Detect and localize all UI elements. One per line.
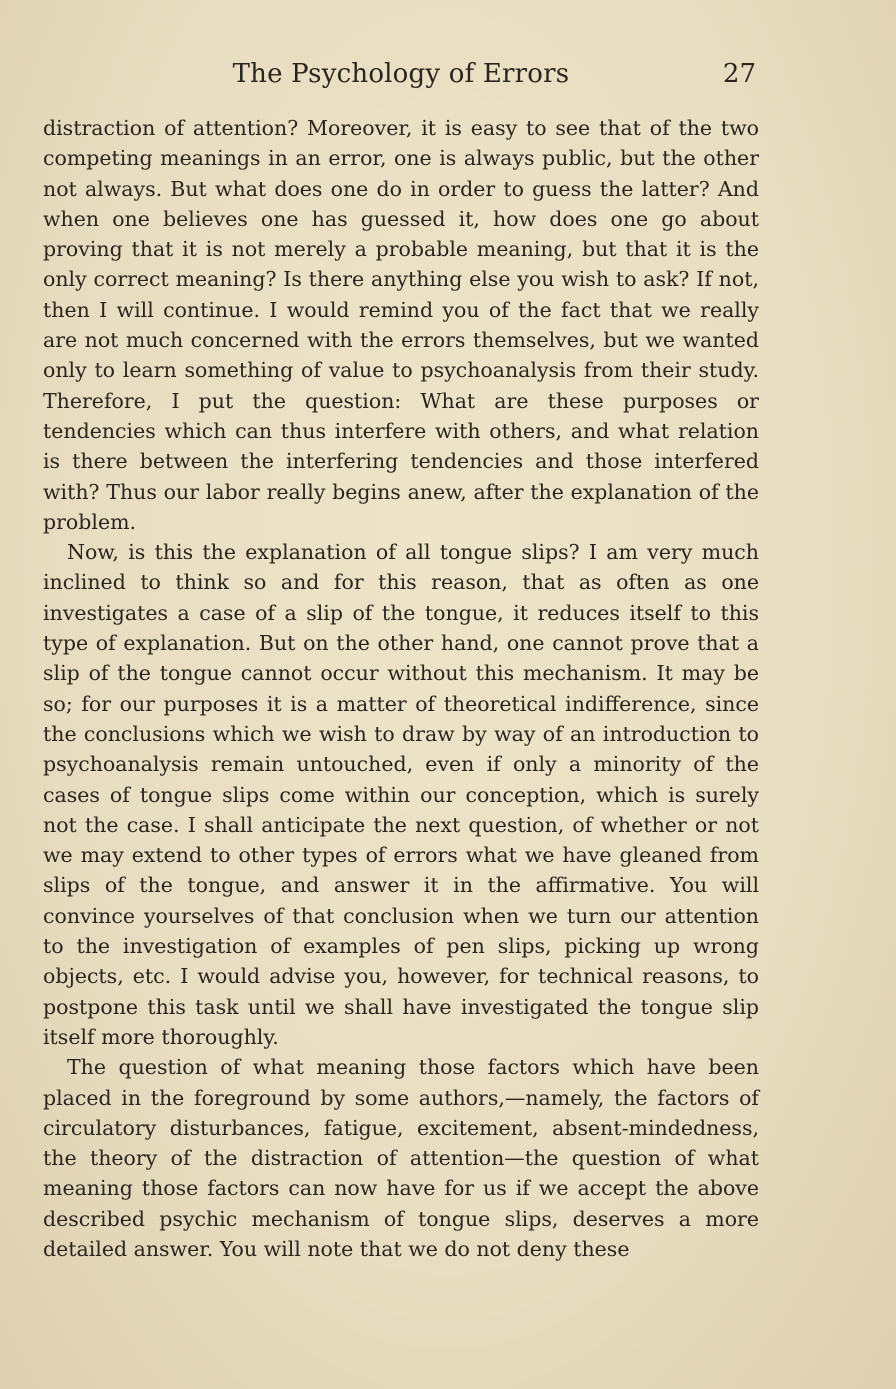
paragraph: Now, is this the explanation of all tongue slips? I am very much inclined to think so and for this reason, that as often as one investigates a case of a slip of the tongue, it reduces itself to this type of explanation. But on the other hand, one cannot prove that a slip of the tongue cannot occur without this mechanism. It may be so; for our purposes it is a matter of theoretical indifference, since the conclusions which we wish to draw by way of an introduction to psychoanalysis remain untouched, even if only a minority of the cases of tongue slips come within our conception, which is surely not the case. I shall anticipate the next question, of whether or not we may extend to other types of errors what we have gleaned from slips of the tongue, and answer it in the affirmative. You will convince yourselves of that conclusion when we turn our attention to the investigation of examples of pen slips, picking up wrong objects, etc. I would advise you, however, for technical reasons, to postpone this task until we shall have investigated the tongue slip itself more thoroughly. — [43, 540, 759, 1049]
paragraph: The question of what meaning those factors which have been placed in the foreground by some authors,—namely, the factors of circulatory disturbances, fatigue, excitement, absent-mindedness, the theory of the distraction of attention—the question of what meaning those factors can now have for us if we accept the above described psychic mechanism of tongue slips, deserves a more detailed answer. You will note that we do not deny these — [43, 1055, 759, 1261]
page-number: 27 — [722, 59, 756, 89]
page-header — [42, 54, 760, 94]
running-title: The Psychology of Errors — [232, 59, 570, 89]
paragraph-continued: distraction of attention? Moreover, it is easy to see that of the two competing meanings in an error, one is always public, but the other not always. But what does one do in order to guess the latter? And when one believes one has guessed it, how does one go about proving that it is not merely a probable meaning, but that it is the only correct meaning? Is there anything else you wish to ask? If not, then I will continue. I would remind you of the fact that we really are not much concerned with the errors themselves, but we wanted only to learn something of value to psychoanalysis from their study. Therefore, I put the question: What are these purposes or tendencies which can thus interfere with others, and what relation is there between the interfering tendencies and those interfered with? Thus our labor really begins anew, after the explanation of the problem. — [43, 116, 759, 534]
body-text — [43, 113, 759, 1264]
